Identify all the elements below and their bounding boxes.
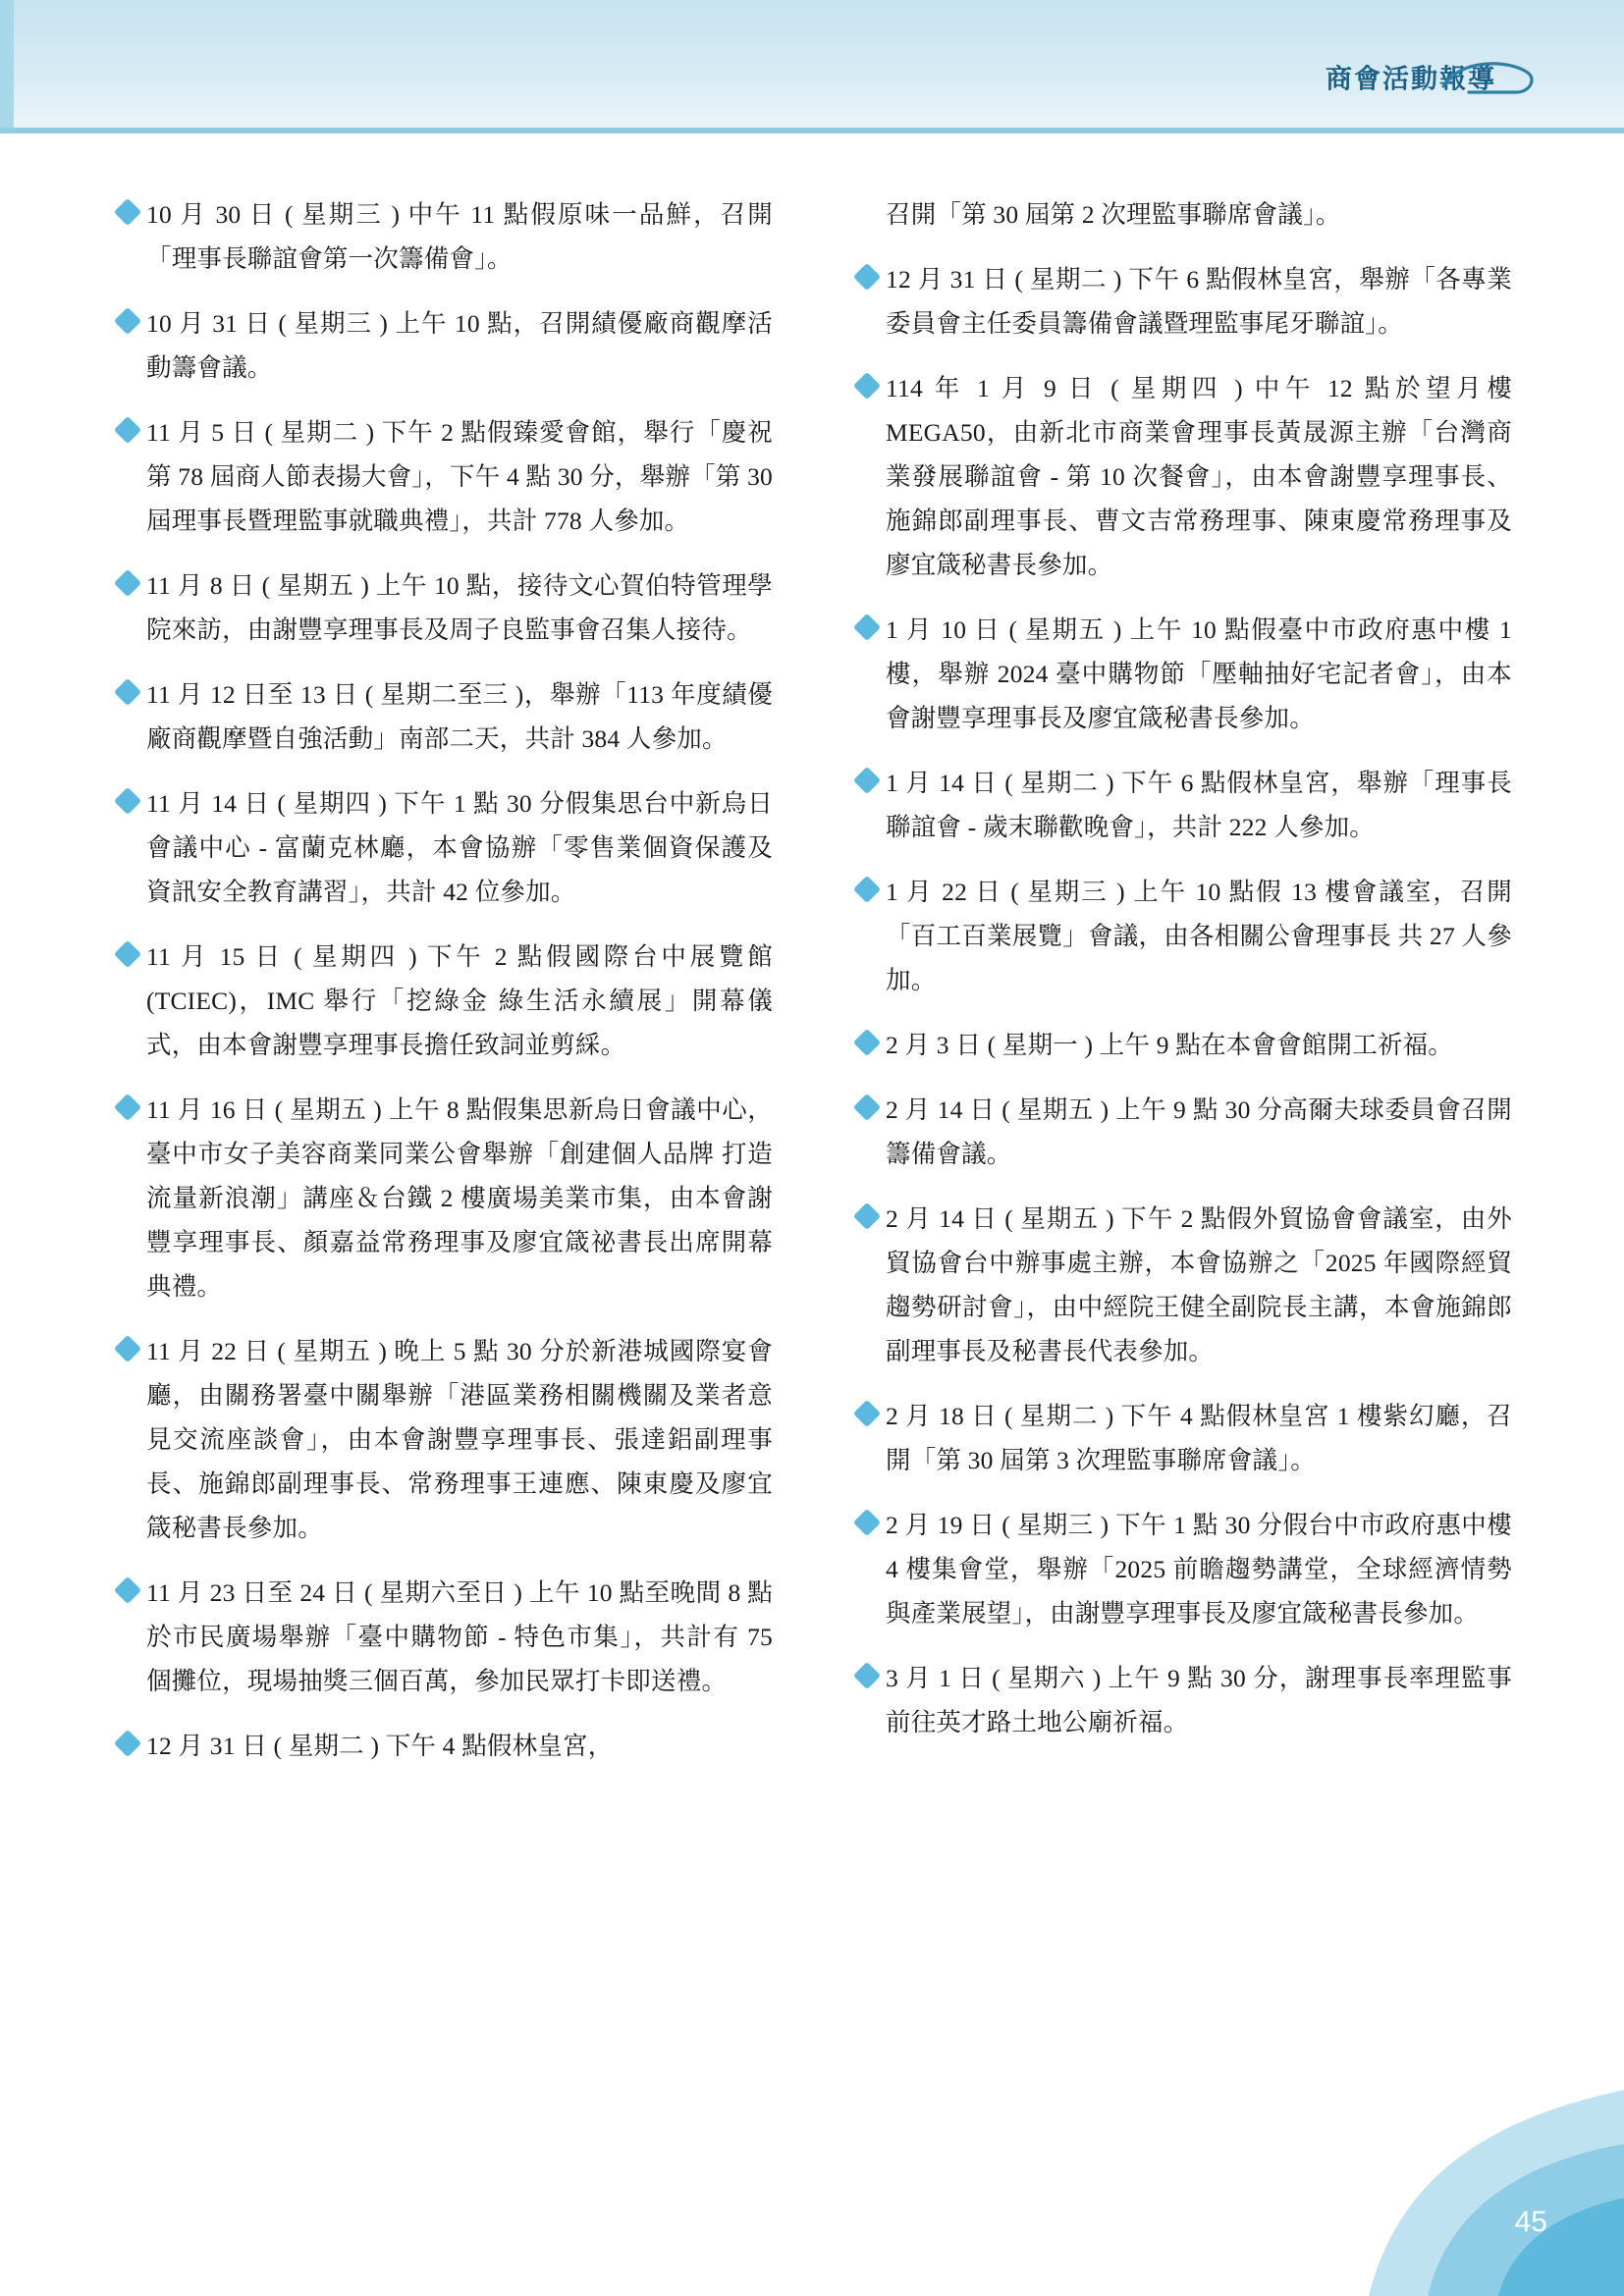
list-item [857,366,1512,587]
list-item-text: 11 月 22 日 ( 星期五 ) 晚上 5 點 30 分於新港城國際宴會廳，由關務署臺中關舉辦「港區業務相關機關及業者意見交流座談會」，由本會謝豐享理事長、張達鋁副理事長、施錦郎副理事長、常務理事王連應、陳東慶及廖宜箴秘書長參加。 [146,1337,773,1542]
list-item [118,672,773,761]
list-item-text: 12 月 31 日 ( 星期二 ) 下午 4 點假林皇宮， [146,1732,614,1760]
diamond-bullet-icon [853,1509,881,1536]
list-item-text: 1 月 14 日 ( 星期二 ) 下午 6 點假林皇宮，舉辦「理事長聯誼會 - 歲末聯歡晚會」，共計 222 人參加。 [886,769,1512,841]
page-title: 商會活動報導 [1326,64,1496,94]
list-item-text: 10 月 31 日 ( 星期三 ) 上午 10 點，召開績優廠商觀摩活動籌會議。 [146,309,773,382]
page-header-band [0,0,1624,128]
list-item-text: 2 月 14 日 ( 星期五 ) 上午 9 點 30 分高爾夫球委員會召開籌備會議。 [886,1095,1512,1168]
list-item-text: 2 月 3 日 ( 星期一 ) 上午 9 點在本會會館開工祈福。 [886,1031,1454,1059]
list-item [118,1329,773,1550]
list-item-text: 10 月 30 日 ( 星期三 ) 中午 11 點假原味一品鮮，召開「理事長聯誼會第一次籌備會」。 [146,200,773,273]
list-item [857,1656,1512,1744]
diamond-bullet-icon [114,1576,141,1604]
list-item [118,563,773,652]
list-item [118,301,773,390]
diamond-bullet-icon [853,372,881,400]
right-column [857,192,1512,1789]
list-item [118,410,773,543]
footer-wave-decoration [1074,2051,1624,2296]
list-item [857,1088,1512,1176]
list-item [857,761,1512,849]
diamond-bullet-icon [114,416,141,444]
diamond-bullet-icon [114,787,141,815]
list-item-text: 2 月 18 日 ( 星期二 ) 下午 4 點假林皇宮 1 樓紫幻廳，召開「第 30 屆第 3 次理監事聯席會議」。 [886,1402,1512,1474]
diamond-bullet-icon [114,1335,141,1362]
diamond-bullet-icon [853,767,881,794]
list-item-text: 11 月 5 日 ( 星期二 ) 下午 2 點假臻愛會館，舉行「慶祝第 78 屆商人節表揚大會」，下午 4 點 30 分，舉辦「第 30 屆理事長暨理監事就職典禮」，共計 778 人參加。 [146,418,773,535]
list-item [857,1503,1512,1635]
continuation-text: 召開「第 30 屆第 2 次理監事聯席會議」。 [886,200,1341,229]
list-item-text: 2 月 19 日 ( 星期三 ) 下午 1 點 30 分假台中市政府惠中樓 4 樓集會堂，舉辦「2025 前瞻趨勢講堂，全球經濟情勢與產業展望」，由謝豐享理事長及廖宜箴秘書長參加。 [886,1511,1512,1628]
diamond-bullet-icon [853,876,881,903]
list-item-text: 11 月 15 日 ( 星期四 ) 下午 2 點假國際台中展覽館 (TCIEC)，IMC 舉行「挖綠金 綠生活永續展」開幕儀式，由本會謝豐享理事長擔任致詞並剪綵。 [146,942,773,1059]
list-item [857,870,1512,1002]
list-item-text: 11 月 23 日至 24 日 ( 星期六至日 ) 上午 10 點至晚間 8 點於市民廣場舉辦「臺中購物節 - 特色市集」，共計有 75 個攤位，現場抽獎三個百萬，參加民眾打卡即送禮。 [146,1578,773,1695]
list-item [857,608,1512,740]
list-item-text: 2 月 14 日 ( 星期五 ) 下午 2 點假外貿協會會議室，由外貿協會台中辦事處主辦，本會協辦之「2025 年國際經貿趨勢研討會」，由中經院王健全副院長主講，本會施錦郎副理事長及秘書長代表參加。 [886,1204,1512,1365]
header-divider [0,128,1624,133]
diamond-bullet-icon [114,1730,141,1757]
diamond-bullet-icon [853,1202,881,1230]
diamond-bullet-icon [853,1029,881,1056]
list-item [857,1394,1512,1482]
diamond-bullet-icon [853,614,881,641]
list-item-text: 11 月 16 日 ( 星期五 ) 上午 8 點假集思新烏日會議中心，臺中市女子美容商業同業公會舉辦「創建個人品牌 打造流量新浪潮」講座＆台鐵 2 樓廣場美業市集，由本會謝豐享理事長、顏嘉益常務理事及廖宜箴祕書長出席開幕典禮。 [146,1095,773,1301]
header-left-edge-bar [0,0,14,133]
diamond-bullet-icon [853,1094,881,1121]
list-item-text: 1 月 22 日 ( 星期三 ) 上午 10 點假 13 樓會議室，召開「百工百業展覽」會議，由各相關公會理事長 共 27 人參加。 [886,878,1512,994]
diamond-bullet-icon [114,569,141,597]
diamond-bullet-icon [114,198,141,226]
list-item [118,1724,773,1768]
list-item-text: 11 月 14 日 ( 星期四 ) 下午 1 點 30 分假集思台中新烏日會議中心 - 富蘭克林廳，本會協辦「零售業個資保護及資訊安全教育講習」，共計 42 位參加。 [146,789,773,906]
list-item-text: 12 月 31 日 ( 星期二 ) 下午 6 點假林皇宮，舉辦「各專業委員會主任委員籌備會議暨理監事尾牙聯誼」。 [886,265,1512,338]
page-number: 45 [1514,2206,1547,2238]
diamond-bullet-icon [114,1094,141,1121]
list-item-text: 1 月 10 日 ( 星期五 ) 上午 10 點假臺中市政府惠中樓 1 樓，舉辦 2024 臺中購物節「壓軸抽好宅記者會」，由本會謝豐享理事長及廖宜箴秘書長參加。 [886,615,1512,732]
list-item [857,1023,1512,1067]
diamond-bullet-icon [853,263,881,291]
list-item-text: 11 月 12 日至 13 日 ( 星期二至三 )，舉辦「113 年度績優廠商觀摩暨自強活動」南部二天，共計 384 人參加。 [146,680,773,753]
diamond-bullet-icon [114,307,141,335]
list-item [857,257,1512,346]
list-item [118,1571,773,1703]
diamond-bullet-icon [114,940,141,968]
list-item [118,781,773,914]
swoosh-arrow-icon [1439,57,1538,100]
list-item [857,1197,1512,1373]
list-item [118,192,773,281]
list-item-text: 114 年 1 月 9 日 ( 星期四 ) 中午 12 點於望月樓 MEGA50，由新北市商業會理事長黃晟源主辦「台灣商業發展聯誼會 - 第 10 次餐會」，由本會謝豐享理事長、施錦郎副理事長、曹文吉常務理事、陳東慶常務理事及廖宜箴秘書長參加。 [886,374,1512,579]
list-item [118,1088,773,1308]
diamond-bullet-icon [853,1400,881,1427]
list-item-text: 11 月 8 日 ( 星期五 ) 上午 10 點，接待文心賀伯特管理學院來訪，由謝豐享理事長及周子良監事會召集人接待。 [146,571,773,644]
diamond-bullet-icon [853,1662,881,1689]
diamond-bullet-icon [114,678,141,706]
list-item-text: 3 月 1 日 ( 星期六 ) 上午 9 點 30 分，謝理事長率理監事前往英才路土地公廟祈福。 [886,1664,1512,1736]
left-column [118,192,773,1789]
article-body [118,192,1512,1789]
list-item [118,934,773,1067]
